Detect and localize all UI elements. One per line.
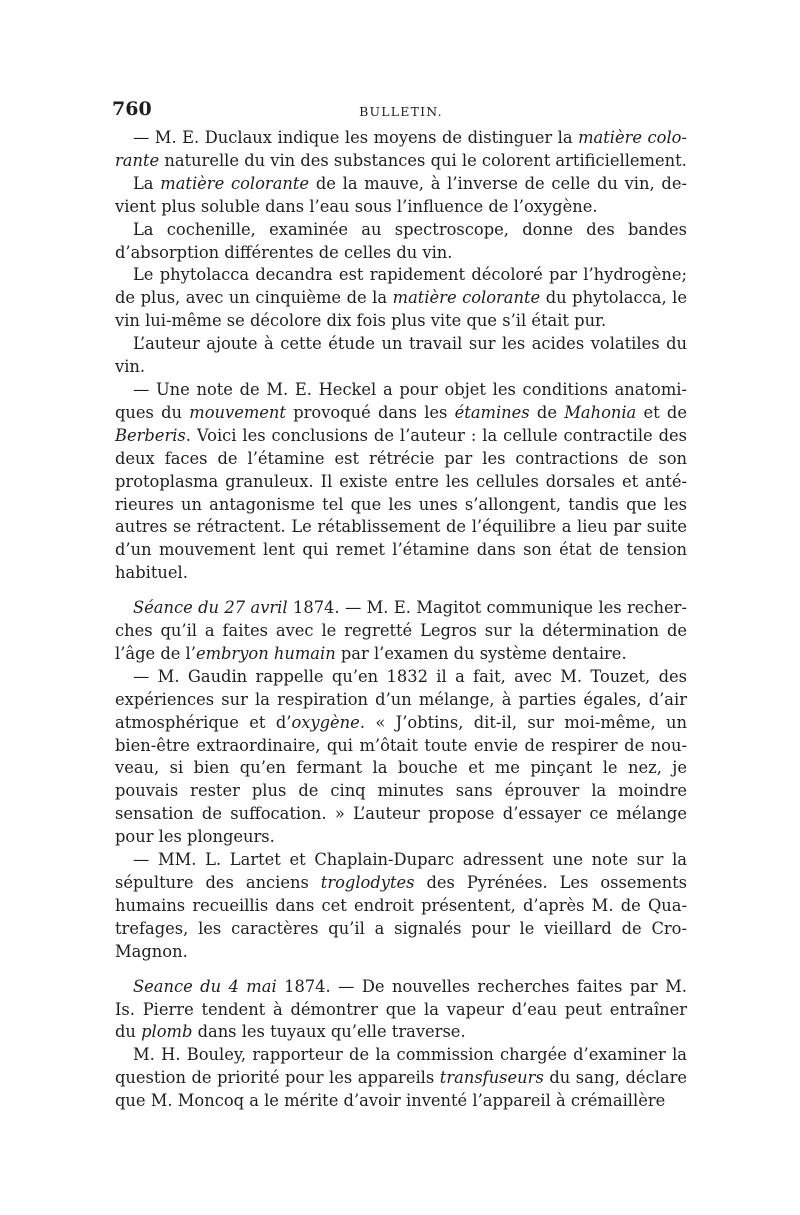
paragraph-phytolacca: Le phytolacca decandra est rapidement décoloré par l’hydrogène; de plus, avec un cinquième de la matière colorante du phytolacca, le vin lui-même se décolore dix fois plus vite que s’il était pur. <box>115 265 687 331</box>
paragraph-gaudin: — M. Gaudin rappelle qu’en 1832 il a fait, avec M. Touzet, des expériences sur la respiration d’un mélange, à parties égales, d’air atmosphérique et d’oxygène. « J’obtins, dit-il, sur moi-même, un bien-être extraordinaire, qui m’ôtait toute envie de respirer de nouveau, si bien qu’en fermant la bouche et me pinçant le nez, je pouvais rester plus de cinq minutes sans éprouver la moindre sensation de suffocation. » L’auteur propose d’essayer ce mélange pour les plongeurs. <box>115 666 687 847</box>
paragraph-lartet: — MM. L. Lartet et Chaplain-Duparc adressent une note sur la sépulture des anciens troglodytes des Pyrénées. Les ossements humains recueillis dans cet endroit présentent, d’après M. de Quatrefages, les caractères qu’il a signalés pour le vieillard de Cro-Magnon. <box>115 850 687 961</box>
section-gap <box>115 964 687 976</box>
paragraph-heckel: — Une note de M. E. Heckel a pour objet les conditions anatomiques du mouvement provoqué dans les étamines de Mahonia et de Berberis. Voici les conclusions de l’auteur : la cellule contractile des deux faces de l’étamine est rétrécie par les contractions de son protoplasma granuleux. Il existe entre les cellules dorsales et antérieures un antagonisme tel que les unes s’allongent, tandis que les autres se rétractent. Le rétablissement de l’équilibre a lieu par suite d’un mouvement lent qui remet l’étamine dans son état de tension habituel. <box>115 379 687 583</box>
book-page <box>112 96 687 1113</box>
paragraph-mauve: La matière colorante de la mauve, à l’inverse de celle du vin, devient plus soluble dans l’eau sous l’influence de l’oxygène. <box>115 173 687 216</box>
paragraph-acides-volatiles: L’auteur ajoute à cette étude un travail sur les acides volatiles du vin. <box>115 334 687 377</box>
section-gap <box>115 585 687 597</box>
paragraph-seance-4-mai: Seance du 4 mai 1874. — De nouvelles recherches faites par M. Is. Pierre tendent à démontrer que la vapeur d’eau peut entraîner du plomb dans les tuyaux qu’elle traverse. <box>115 976 687 1042</box>
page-number: 760 <box>112 98 152 120</box>
paragraph-seance-27-avril: Séance du 27 avril 1874. — M. E. Magitot communique les recherches qu’il a faites avec le regretté Legros sur la détermination de l’âge de l’embryon humain par l’examen du système dentaire. <box>115 598 687 663</box>
running-head: BULLETIN. <box>359 104 443 119</box>
paragraph-duclaux: — M. E. Duclaux indique les moyens de distinguer la matière colorante naturelle du vin des substances qui le colorent artificiellement. <box>115 128 687 170</box>
paragraph-bouley: M. H. Bouley, rapporteur de la commission chargée d’examiner la question de priorité pour les appareils transfuseurs du sang, déclare que M. Moncoq a le mérite d’avoir inventé l’appareil à crémaillère <box>115 1045 687 1111</box>
page-header <box>112 96 687 126</box>
paragraph-cochenille: La cochenille, examinée au spectroscope, donne des bandes d’absorption différentes de celles du vin. <box>115 219 687 262</box>
